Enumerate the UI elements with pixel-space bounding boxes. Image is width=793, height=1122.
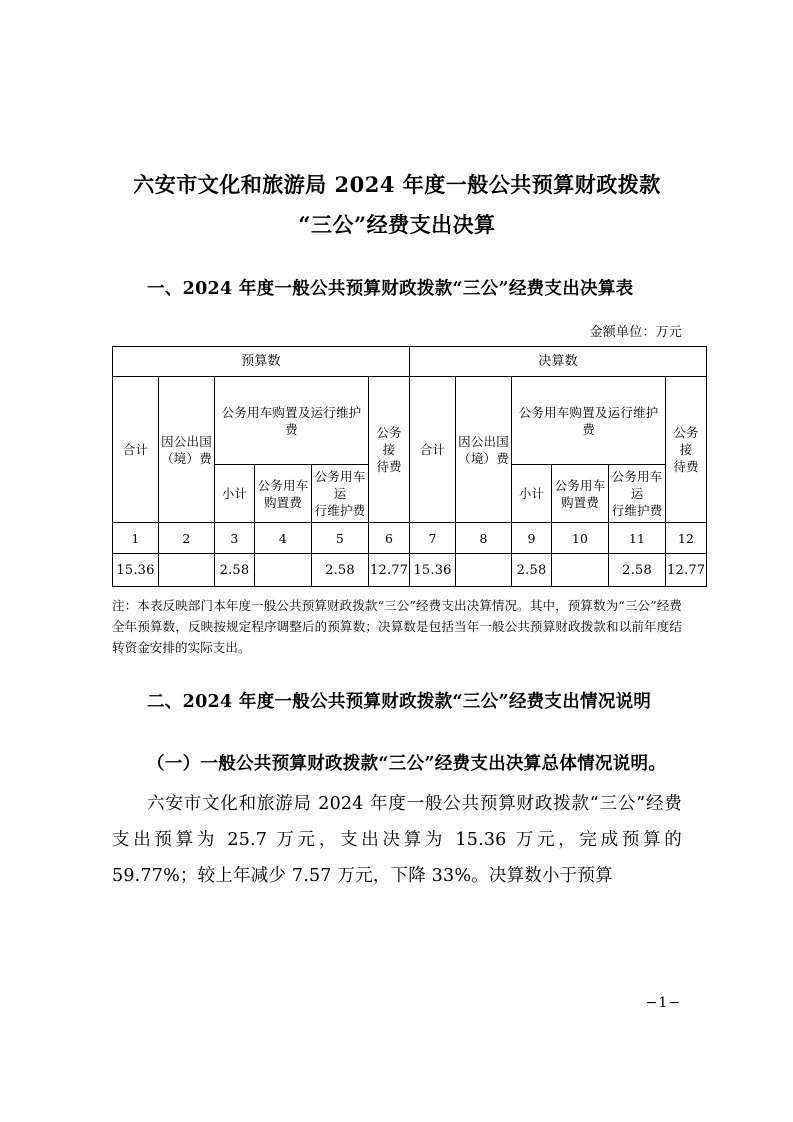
table-cell: 6 — [369, 523, 410, 554]
page-title-line2: “三公”经费支出决算 — [298, 212, 496, 237]
table-cell: 11 — [609, 523, 666, 554]
group-header-final: 决算数 — [410, 347, 707, 377]
col-header-budget-abroad — [159, 377, 215, 523]
col-header-final-total: 合计 — [410, 377, 456, 523]
col-header-final-vehicle-purchase-line1: 公务用车 — [554, 477, 606, 493]
table-cell: 2.58 — [512, 554, 552, 587]
col-header-budget-abroad-line2: （境）费 — [161, 450, 212, 466]
col-header-budget-total: 合计 — [113, 377, 159, 523]
col-header-final-vehicle-purchase-line2: 购置费 — [560, 494, 600, 510]
table-cell: 2.58 — [609, 554, 666, 587]
table-cell: 3 — [215, 523, 255, 554]
table-cell: 12 — [666, 523, 707, 554]
table-group-header-row — [113, 347, 707, 377]
col-header-budget-reception-line1: 公务接 — [376, 425, 402, 457]
table-cell: 15.36 — [410, 554, 456, 587]
table-note: 注：本表反映部门本年度一般公共预算财政拨款“三公”经费支出决算情况。其中，预算数为“三公”经费全年预算数，反映按规定程序调整后的预算数；决算数是包括当年一般公共预算财政拨款和以前年度结转资金安排的实际支出。 — [112, 598, 682, 655]
section-1-heading: 一、2024 年度一般公共预算财政拨款“三公”经费支出决算表 — [147, 279, 634, 299]
table-sub-header-row — [113, 377, 707, 465]
col-header-budget-vehicle-operate-line1: 公务用车运 — [314, 469, 366, 501]
group-header-budget: 预算数 — [113, 347, 410, 377]
col-header-budget-reception — [369, 377, 410, 523]
col-header-final-vehicle-group: 公务用车购置及运行维护费 — [512, 377, 666, 465]
table-cell: 4 — [255, 523, 312, 554]
col-header-budget-vehicle-subtotal: 小计 — [215, 465, 255, 523]
col-header-final-abroad-line1: 因公出国 — [458, 433, 509, 449]
col-header-budget-vehicle-group: 公务用车购置及运行维护费 — [215, 377, 369, 465]
table-cell: 9 — [512, 523, 552, 554]
table-cell — [456, 554, 512, 587]
table-cell: 2 — [159, 523, 215, 554]
table-column-number-row — [113, 523, 707, 554]
col-header-final-vehicle-operate-line1: 公务用车运 — [611, 469, 663, 501]
col-header-final-abroad — [456, 377, 512, 523]
table-cell — [552, 554, 609, 587]
col-header-final-reception — [666, 377, 707, 523]
three-public-expenses-table — [112, 346, 707, 587]
table-cell: 12.77 — [369, 554, 410, 587]
page-title-line1: 六安市文化和旅游局 2024 年度一般公共预算财政拨款 — [133, 172, 661, 197]
col-header-budget-vehicle-purchase-line1: 公务用车 — [257, 477, 309, 493]
section-2-paragraph-1: 六安市文化和旅游局 2024 年度一般公共预算财政拨款“三公”经费支出预算为 25.7 万元，支出决算为 15.36 万元，完成预算的 59.77%；较上年减少 7.57 万元，下降 33%。决算数小于预算 — [112, 794, 682, 886]
table-cell — [255, 554, 312, 587]
section-2-heading: 二、2024 年度一般公共预算财政拨款“三公”经费支出情况说明 — [147, 692, 652, 712]
col-header-budget-reception-line2: 待费 — [376, 459, 402, 474]
document-content — [112, 165, 706, 894]
col-header-budget-vehicle-purchase-line2: 购置费 — [263, 494, 303, 510]
table-cell: 10 — [552, 523, 609, 554]
table-row — [113, 554, 707, 587]
table-cell: 2.58 — [215, 554, 255, 587]
col-header-final-vehicle-purchase — [552, 465, 609, 523]
col-header-final-vehicle-subtotal: 小计 — [512, 465, 552, 523]
page-number: −1− — [645, 995, 681, 1011]
table-cell: 7 — [410, 523, 456, 554]
col-header-budget-abroad-line1: 因公出国 — [161, 433, 212, 449]
col-header-budget-vehicle-operate — [312, 465, 369, 523]
section-2-sub-heading: （一）一般公共预算财政拨款“三公”经费支出决算总体情况说明。 — [147, 754, 667, 774]
col-header-budget-vehicle-purchase — [255, 465, 312, 523]
table-cell: 8 — [456, 523, 512, 554]
page-title — [112, 165, 682, 245]
col-header-final-vehicle-operate-line2: 行维护费 — [611, 503, 663, 518]
col-header-final-abroad-line2: （境）费 — [458, 450, 509, 466]
table-cell: 15.36 — [113, 554, 159, 587]
amount-unit-label: 金额单位：万元 — [589, 325, 682, 340]
table-cell: 5 — [312, 523, 369, 554]
col-header-final-reception-line2: 待费 — [673, 459, 699, 474]
col-header-final-vehicle-operate — [609, 465, 666, 523]
col-header-final-reception-line1: 公务接 — [673, 425, 699, 457]
table-cell: 1 — [113, 523, 159, 554]
col-header-budget-vehicle-operate-line2: 行维护费 — [314, 503, 366, 518]
table-cell: 12.77 — [666, 554, 707, 587]
table-cell: 2.58 — [312, 554, 369, 587]
table-cell — [159, 554, 215, 587]
